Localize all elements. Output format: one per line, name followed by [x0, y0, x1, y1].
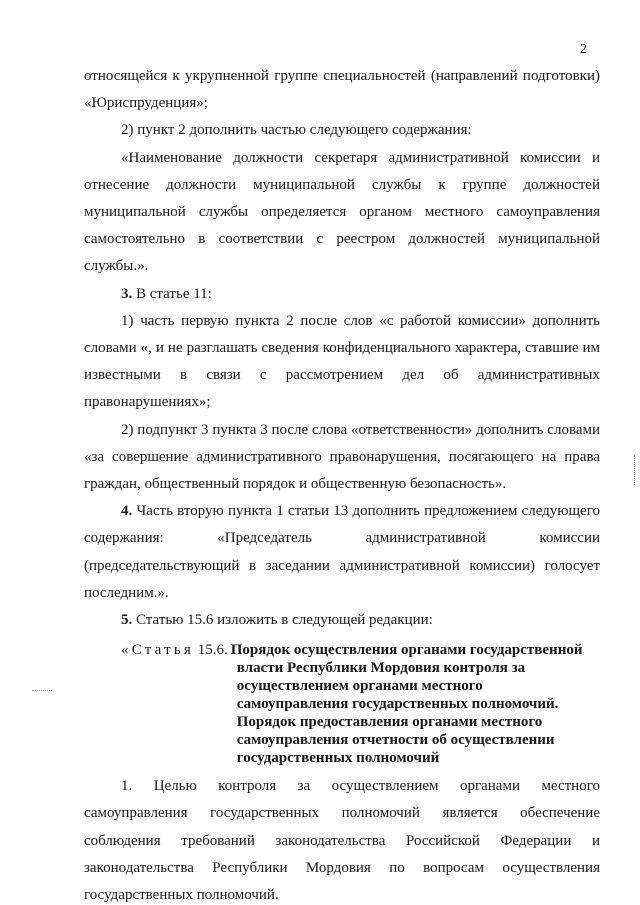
document-body [84, 63, 600, 905]
paragraph-section-3 [84, 281, 600, 308]
scan-artifact [32, 690, 52, 699]
paragraph-item-2: 2) пункт 2 дополнить частью следующего содержания: [121, 122, 472, 139]
paragraph-item-1-article-11: 1) часть первую пункта 2 после слов «с работой комиссии» дополнить словами «, и не разглашать сведения конфиденциального характера, ставшие им известными в связи с рассмотрением дел об административных правонарушениях»; [84, 312, 600, 411]
article-heading [84, 641, 600, 767]
article-title-line: самоуправления государственных полномочий. [236, 696, 559, 713]
article-label [84, 641, 228, 659]
section-text: В статье 11: [132, 285, 212, 302]
article-title-line: Порядок осуществления органами государственной [230, 642, 583, 659]
article-title-line: осуществлением органами местного [236, 678, 483, 695]
section-number: 4. [121, 503, 133, 520]
section-text: Часть вторую пункта 1 статьи 13 дополнить предложением следующего содержания: «Председатель административной комиссии (председательствующий в заседании административной комиссии) голосует последним.». [84, 503, 600, 601]
article-title [231, 641, 583, 767]
section-text: Статью 15.6 изложить в следующей редакции: [132, 612, 433, 629]
page-number: 2 [580, 42, 587, 57]
section-number: 3. [121, 285, 133, 302]
paragraph-section-4 [84, 498, 600, 607]
article-title-line: Порядок предоставления органами местного [236, 714, 543, 731]
article-word: «Статья [121, 642, 195, 659]
paragraph-quote-secretary: «Наименование должности секретаря административной комиссии и отнесение должности муниципальной службы к группе должностей муниципальной службы определяется органом местного самоуправления самостоятельно в соответствии с реестром должностей муниципальной службы.». [84, 149, 600, 275]
paragraph-item-2-article-11: 2) подпункт 3 пункта 3 после слова «ответственности» дополнить словами «за совершение административного правонарушения, посягающего на права граждан, общественный порядок и общественную безопасность». [84, 421, 600, 493]
paragraph-article-15-6-item-1: 1. Целью контроля за осуществлением органами местного самоуправления государственных полномочий является обеспечение соблюдения требований законодательства Российской Федерации и законодательства Республики Мордовия по вопросам осуществления государственных полномочий. [84, 778, 600, 904]
scan-artifact [634, 455, 637, 485]
article-title-line: самоуправления отчетности об осуществлении [236, 732, 555, 749]
article-number: 15.6. [194, 642, 228, 659]
article-title-line: власти Республики Мордовия контроля за [236, 660, 526, 677]
paragraph-section-5 [84, 607, 600, 634]
paragraph-continuation: относящейся к укрупненной группе специальностей (направлений подготовки) «Юриспруденция»; [84, 68, 600, 112]
article-title-line: государственных полномочий [236, 750, 440, 767]
section-number: 5. [121, 612, 133, 629]
